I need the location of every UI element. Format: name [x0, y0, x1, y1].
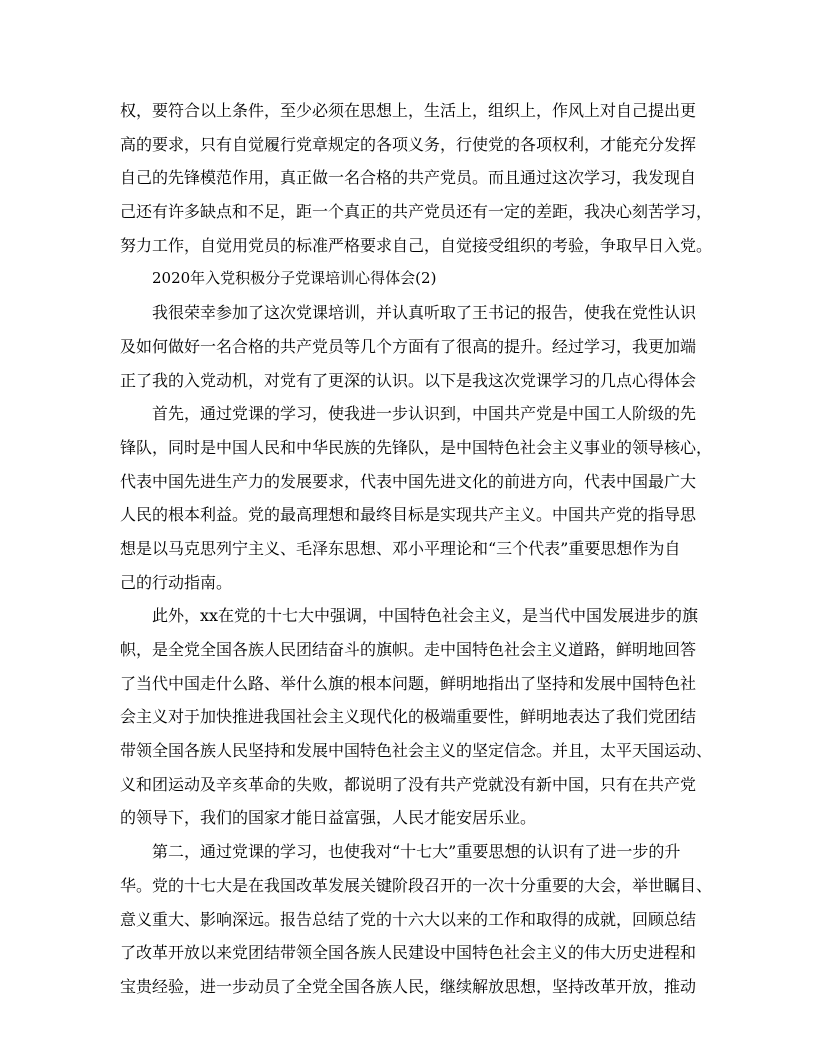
text-line: 己的行动指南。	[120, 572, 233, 592]
text-line: 会主义对于加快推进我国社会主义现代化的极端重要性，鲜明地表达了我们党团结	[120, 707, 697, 727]
text-line: 华。党的十七大是在我国改革发展关键阶段召开的一次十分重要的大会，举世瞩目、	[120, 875, 713, 895]
text-line: 努力工作，自觉用党员的标准严格要求自己，自觉接受组织的考验，争取早日入党。	[120, 235, 713, 255]
text-line: 宝贵经验，进一步动员了全党全国各族人民，继续解放思想，坚持改革开放，推动	[120, 976, 697, 996]
text-line: 带领全国各族人民坚持和发展中国特色社会主义的坚定信念。并且，太平天国运动、	[120, 741, 713, 761]
section-heading: 2020年入党积极分子党课培训心得体会(2)	[152, 269, 437, 288]
text-line: 意义重大、影响深远。报告总结了党的十六大以来的工作和取得的成就，回顾总结	[120, 909, 697, 929]
text-line: 权，要符合以上条件，至少必须在思想上，生活上，组织上，作风上对自己提出更	[120, 101, 697, 120]
text-line: 高的要求，只有自觉履行党章规定的各项义务，行使党的各项权利，才能充分发挥	[120, 134, 697, 154]
text-line: 帜，是全党全国各族人民团结奋斗的旗帜。走中国特色社会主义道路，鲜明地回答	[120, 640, 697, 659]
text-line: 正了我的入党动机，对党有了更深的认识。以下是我这次党课学习的几点心得体会	[120, 370, 697, 390]
text-line: 想是以马克思列宁主义、毛泽东思想、邓小平理论和“三个代表”重要思想作为自	[120, 538, 681, 558]
text-line: 代表中国先进生产力的发展要求，代表中国先进文化的前进方向，代表中国最广大	[120, 471, 697, 491]
text-line: 义和团运动及辛亥革命的失败，都说明了没有共产党就没有新中国，只有在共产党	[120, 774, 697, 794]
text-line: 了改革开放以来党团结带领全国各族人民建设中国特色社会主义的伟大历史进程和	[120, 943, 697, 963]
text-line: 人民的根本利益。党的最高理想和最终目标是实现共产主义。中国共产党的指导思	[120, 505, 697, 525]
text-line: 我很荣幸参加了这次党课培训，并认真听取了王书记的报告，使我在党性认识	[152, 303, 697, 323]
document-page	[120, 94, 713, 1004]
text-line: 自己的先锋模范作用，真正做一名合格的共产党员。而且通过这次学习，我发现自	[120, 168, 697, 188]
text-line: 了当代中国走什么路、举什么旗的根本问题，鲜明地指出了坚持和发展中国特色社	[120, 673, 697, 693]
text-line: 锋队，同时是中国人民和中华民族的先锋队，是中国特色社会主义事业的领导核心，	[120, 437, 713, 457]
text-line: 的领导下，我们的国家才能日益富强，人民才能安居乐业。	[120, 808, 537, 828]
text-line: 首先，通过党课的学习，使我进一步认识到，中国共产党是中国工人阶级的先	[152, 404, 697, 424]
text-line: 己还有许多缺点和不足，距一个真正的共产党员还有一定的差距，我决心刻苦学习，	[120, 202, 713, 222]
text-line: 及如何做好一名合格的共产党员等几个方面有了很高的提升。经过学习，我更加端	[120, 336, 697, 356]
text-line: 此外，xx在党的十七大中强调，中国特色社会主义，是当代中国发展进步的旗	[152, 606, 699, 626]
text-line: 第二，通过党课的学习，也使我对“十七大”重要思想的认识有了进一步的升	[152, 842, 681, 862]
